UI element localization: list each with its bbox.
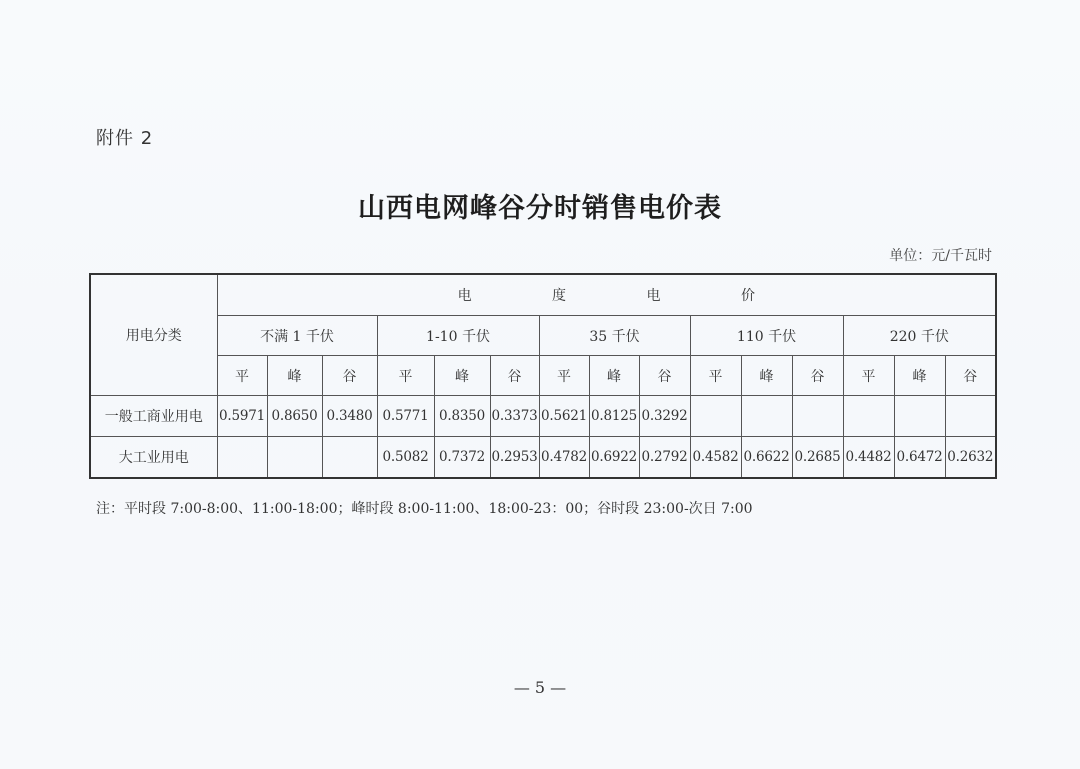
price-cell	[843, 396, 894, 437]
period-header: 平	[690, 356, 741, 396]
price-cell: 0.6922	[589, 437, 639, 479]
table-row	[90, 396, 996, 437]
price-cell: 0.6472	[894, 437, 945, 479]
price-cell	[894, 396, 945, 437]
price-cell: 0.8125	[589, 396, 639, 437]
period-header: 平	[217, 356, 267, 396]
header-row-periods	[90, 356, 996, 396]
page-number: — 5 —	[513, 678, 567, 697]
price-cell: 0.7372	[434, 437, 490, 479]
price-cell: 0.5621	[539, 396, 589, 437]
price-cell: 0.2792	[639, 437, 690, 479]
voltage-level-header: 220 千伏	[843, 316, 996, 356]
price-cell	[217, 437, 267, 479]
price-cell: 0.6622	[741, 437, 792, 479]
period-header: 平	[377, 356, 434, 396]
price-cell: 0.8350	[434, 396, 490, 437]
price-cell	[945, 396, 996, 437]
price-cell: 0.3480	[322, 396, 377, 437]
row-category: 一般工商业用电	[90, 396, 217, 437]
price-cell: 0.4482	[843, 437, 894, 479]
voltage-level-header: 不满 1 千伏	[217, 316, 377, 356]
category-header: 用电分类	[90, 274, 217, 396]
price-cell	[741, 396, 792, 437]
header-row-voltage	[90, 316, 996, 356]
period-header: 谷	[792, 356, 843, 396]
price-cell	[690, 396, 741, 437]
period-header: 谷	[945, 356, 996, 396]
footnote: 注：平时段 7:00-8:00、11:00-18:00；峰时段 8:00-11:00、18:00-23：00；谷时段 23:00-次日 7:00	[96, 501, 753, 517]
price-cell: 0.5971	[217, 396, 267, 437]
header-row-price	[90, 274, 996, 316]
price-cell: 0.2685	[792, 437, 843, 479]
table-row	[90, 437, 996, 479]
price-cell	[792, 396, 843, 437]
price-cell: 0.2953	[490, 437, 539, 479]
period-header: 平	[843, 356, 894, 396]
period-header: 峰	[267, 356, 322, 396]
period-header: 平	[539, 356, 589, 396]
price-cell: 0.4582	[690, 437, 741, 479]
period-header: 峰	[741, 356, 792, 396]
voltage-level-header: 35 千伏	[539, 316, 690, 356]
price-cell: 0.2632	[945, 437, 996, 479]
unit-label: 单位：元/千瓦时	[889, 248, 992, 264]
price-header: 电 度 电 价	[217, 274, 996, 316]
price-cell	[267, 437, 322, 479]
voltage-level-header: 110 千伏	[690, 316, 843, 356]
price-cell: 0.4782	[539, 437, 589, 479]
period-header: 峰	[434, 356, 490, 396]
period-header: 谷	[490, 356, 539, 396]
period-header: 谷	[322, 356, 377, 396]
period-header: 峰	[589, 356, 639, 396]
price-cell: 0.5082	[377, 437, 434, 479]
price-cell: 0.3373	[490, 396, 539, 437]
attachment-label: 附件 2	[96, 128, 154, 149]
price-cell: 0.3292	[639, 396, 690, 437]
price-table	[89, 273, 997, 479]
period-header: 峰	[894, 356, 945, 396]
price-cell	[322, 437, 377, 479]
row-category: 大工业用电	[90, 437, 217, 479]
price-cell: 0.8650	[267, 396, 322, 437]
page-title: 山西电网峰谷分时销售电价表	[358, 193, 722, 224]
price-cell: 0.5771	[377, 396, 434, 437]
voltage-level-header: 1-10 千伏	[377, 316, 539, 356]
period-header: 谷	[639, 356, 690, 396]
